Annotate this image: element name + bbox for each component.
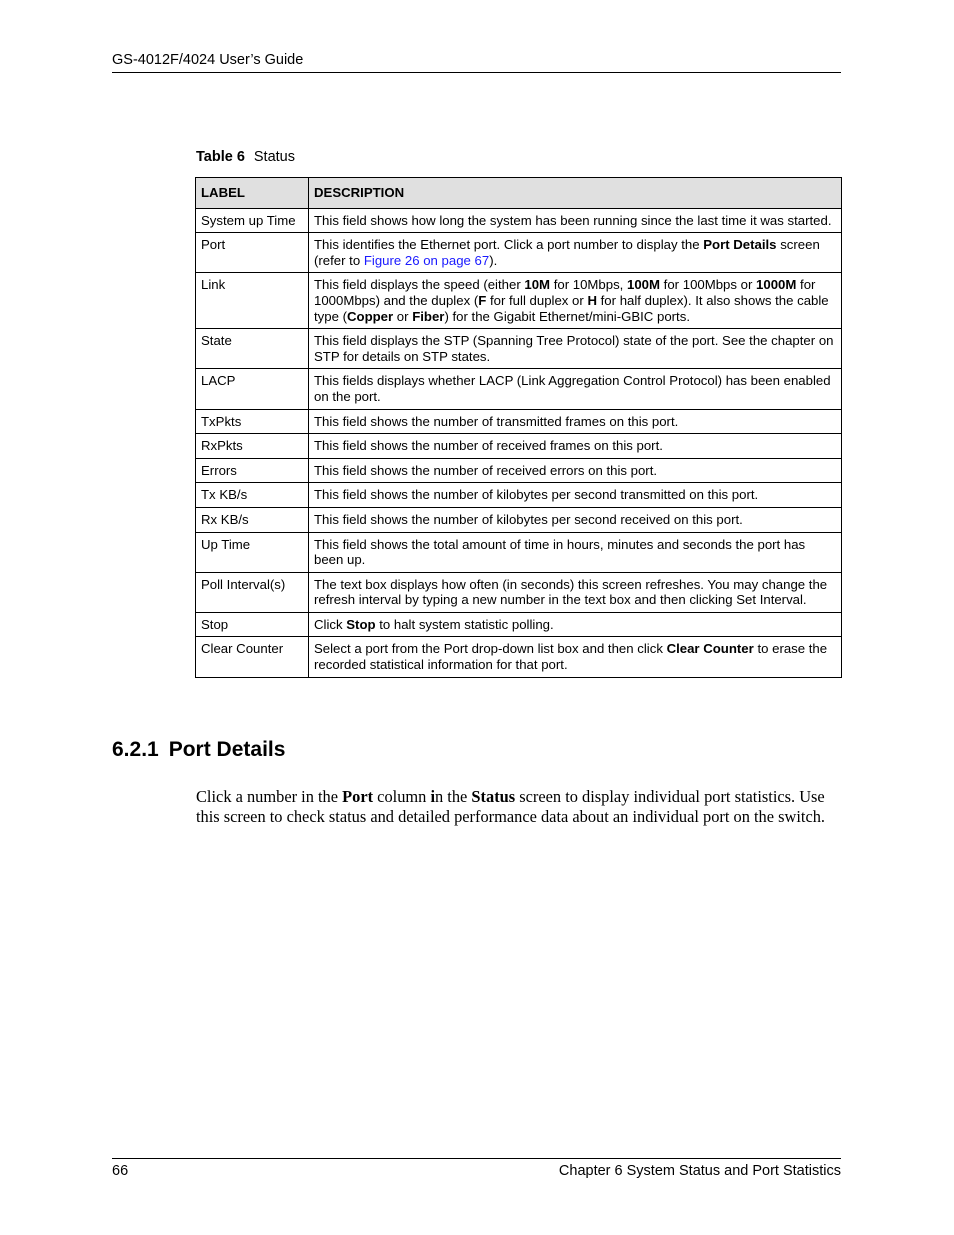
section-paragraph [196, 787, 841, 827]
row-description: The text box displays how often (in seconds) this screen refreshes. You may change the refresh interval by typing a new number in the text box and then clicking Set Interval. [309, 572, 842, 612]
table-row [196, 483, 842, 508]
row-label: TxPkts [196, 409, 309, 434]
table-header-row [196, 178, 842, 209]
row-description [309, 637, 842, 677]
row-label: Rx KB/s [196, 507, 309, 532]
row-label: Port [196, 233, 309, 273]
table-row [196, 233, 842, 273]
table-row [196, 637, 842, 677]
para-bold: i [430, 787, 435, 806]
row-description: This field shows how long the system has been running since the last time it was started. [309, 208, 842, 233]
table-row [196, 507, 842, 532]
desc-bold: Fiber [412, 308, 445, 324]
table-caption [196, 149, 295, 165]
row-label: LACP [196, 369, 309, 409]
row-label: Stop [196, 612, 309, 637]
row-label: Clear Counter [196, 637, 309, 677]
row-description: This field shows the total amount of time in hours, minutes and seconds the port has been up. [309, 532, 842, 572]
status-table [195, 177, 842, 678]
row-description [309, 612, 842, 637]
para-text: column [373, 787, 431, 806]
desc-text: This field displays the speed (either [314, 277, 525, 293]
table-row [196, 409, 842, 434]
desc-text: for 100Mbps or [660, 277, 757, 293]
row-label: Up Time [196, 532, 309, 572]
row-description: This field shows the number of transmitted frames on this port. [309, 409, 842, 434]
desc-text: or [393, 308, 413, 324]
desc-text: for 10Mbps, [550, 277, 628, 293]
row-label: RxPkts [196, 434, 309, 459]
desc-text: screen (refer to [314, 237, 820, 268]
desc-text: This identifies the Ethernet port. Click a port number to display the [314, 237, 704, 253]
desc-bold: F [478, 292, 487, 308]
desc-text: to halt system statistic polling. [375, 616, 554, 632]
desc-bold: Stop [346, 616, 376, 632]
para-text: n the [435, 787, 472, 806]
desc-bold: 1000M [756, 277, 797, 293]
row-label: State [196, 329, 309, 369]
desc-text: to erase the recorded statistical information for that port. [314, 641, 828, 673]
desc-bold: Clear Counter [666, 641, 754, 657]
row-description: This field displays the STP (Spanning Tree Protocol) state of the port. See the chapter on STP for details on STP states. [309, 329, 842, 369]
table-row [196, 273, 842, 329]
desc-bold: Port Details [703, 237, 777, 253]
para-bold: Status [471, 787, 516, 806]
desc-text: for full duplex or [486, 292, 588, 308]
desc-text: Click [314, 616, 347, 632]
table-row [196, 208, 842, 233]
row-description: This field shows the number of kilobytes per second received on this port. [309, 507, 842, 532]
page-header [112, 52, 841, 73]
chapter-title: Chapter 6 System Status and Port Statistics [558, 1163, 841, 1179]
desc-bold: Copper [346, 308, 394, 324]
row-label: System up Time [196, 208, 309, 233]
desc-bold: H [587, 292, 597, 308]
row-description: This fields displays whether LACP (Link Aggregation Control Protocol) has been enabled on the port. [309, 369, 842, 409]
para-text: screen to display individual port statistics. Use this screen to check status and detailed performance data about an individual port on the switch. [196, 787, 826, 826]
column-header-label: LABEL [196, 178, 309, 209]
page-number: 66 [112, 1163, 129, 1179]
row-label: Errors [196, 458, 309, 483]
guide-title: GS-4012F/4024 User’s Guide [112, 52, 304, 68]
row-description: This field shows the number of received errors on this port. [309, 458, 842, 483]
figure-26-link[interactable]: Figure 26 on page 67 [363, 252, 490, 268]
table-row [196, 329, 842, 369]
desc-text: for 1000Mbps) and the duplex ( [314, 277, 816, 308]
table-row [196, 369, 842, 409]
table-row [196, 458, 842, 483]
column-header-description: DESCRIPTION [309, 178, 842, 209]
section-number: 6.2.1 [112, 738, 159, 761]
section-title: Port Details [168, 738, 286, 761]
page-footer [112, 1158, 841, 1179]
desc-bold: 100M [627, 277, 661, 293]
table-row [196, 572, 842, 612]
table-row [196, 532, 842, 572]
row-description: This field shows the number of kilobytes per second transmitted on this port. [309, 483, 842, 508]
row-description: This field shows the number of received frames on this port. [309, 434, 842, 459]
desc-text: Select a port from the Port drop-down list box and then click [314, 641, 667, 657]
desc-text: ). [489, 252, 498, 268]
row-label: Poll Interval(s) [196, 572, 309, 612]
desc-text: ) for the Gigabit Ethernet/mini-GBIC ports. [444, 308, 690, 324]
row-label: Tx KB/s [196, 483, 309, 508]
table-row [196, 612, 842, 637]
row-description [309, 273, 842, 329]
desc-text: for half duplex). It also shows the cable type ( [314, 292, 829, 324]
row-label: Link [196, 273, 309, 329]
table-caption-number: Table 6 [196, 149, 245, 165]
table-row [196, 434, 842, 459]
para-bold: Port [342, 787, 374, 806]
para-text: Click a number in the [196, 787, 343, 806]
section-heading [112, 738, 285, 762]
row-description [309, 233, 842, 273]
table-caption-title: Status [253, 149, 295, 165]
desc-bold: 10M [524, 277, 551, 293]
